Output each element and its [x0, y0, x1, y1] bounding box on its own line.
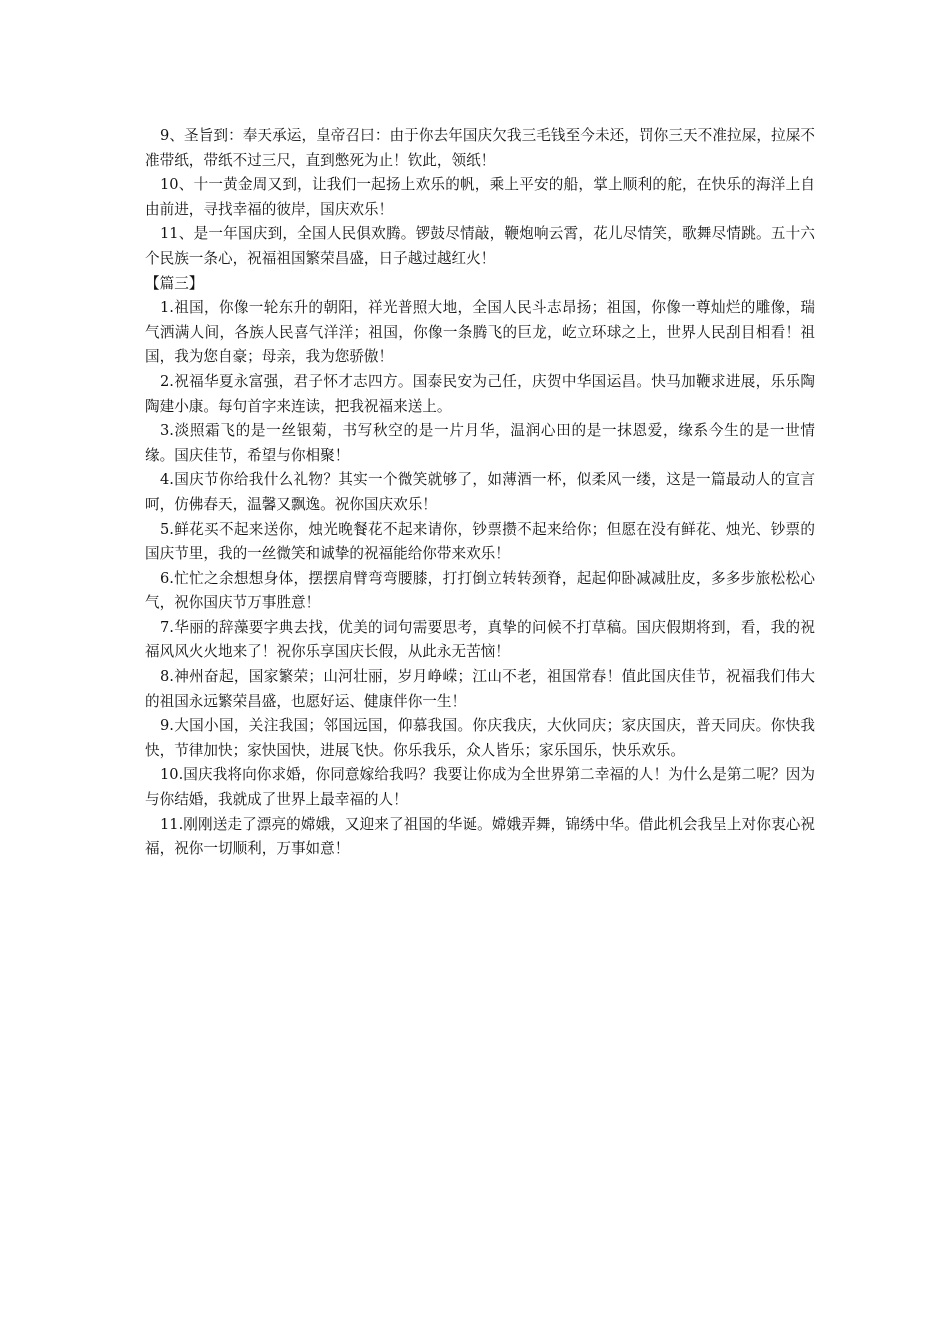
section-heading: 【篇三】 [145, 274, 204, 292]
paragraph: 9.大国小国，关注我国；邻国远国，仰慕我国。你庆我庆，大伙同庆；家庆国庆，普天同庆。你快我快，节律加快；家快国快，进展飞快。你乐我乐，众人皆乐；家乐国乐，快乐欢乐。 [145, 717, 815, 759]
paragraph: 8.神州奋起，国家繁荣；山河壮丽，岁月峥嵘；江山不老，祖国常春！值此国庆佳节，祝福我们伟大的祖国永远繁荣昌盛，也愿好运、健康伴你一生！ [145, 668, 815, 710]
paragraph: 10.国庆我将向你求婚，你同意嫁给我吗？我要让你成为全世界第二幸福的人！为什么是第二呢？因为与你结婚，我就成了世界上最幸福的人！ [145, 766, 815, 809]
paragraph: 9、圣旨到：奉天承运，皇帝召曰：由于你去年国庆欠我三毛钱至今未还，罚你三天不准拉屎，拉屎不准带纸，带纸不过三尺，直到憋死为止！钦此，领纸！ [145, 127, 815, 169]
paragraph: 7.华丽的辞藻要字典去找，优美的词句需要思考，真挚的问候不打草稿。国庆假期将到，看，我的祝福风风火火地来了！祝你乐享国庆长假，从此永无苦恼！ [145, 618, 815, 661]
document-body [145, 124, 815, 862]
paragraph: 5.鲜花买不起来送你，烛光晚餐花不起来请你，钞票攒不起来给你；但愿在没有鲜花、烛光、钞票的国庆节里，我的一丝微笑和诚挚的祝福能给你带来欢乐！ [145, 520, 815, 563]
paragraph: 1.祖国，你像一轮东升的朝阳，祥光普照大地，全国人民斗志昂扬；祖国，你像一尊灿烂的雕像，瑞气洒满人间，各族人民喜气洋洋；祖国，你像一条腾飞的巨龙，屹立环球之上，世界人民刮目相看！祖国，我为您自豪；母亲，我为您骄傲！ [145, 299, 815, 366]
paragraph: 4.国庆节你给我什么礼物？其实一个微笑就够了，如薄酒一杯，似柔风一缕，这是一篇最动人的宣言呵，仿佛春天，温馨又飘逸。祝你国庆欢乐！ [145, 471, 815, 513]
paragraph: 11、是一年国庆到，全国人民俱欢腾。锣鼓尽情敲，鞭炮响云霄，花儿尽情笑，歌舞尽情跳。五十六个民族一条心，祝福祖国繁荣昌盛，日子越过越红火！ [145, 225, 815, 267]
paragraph: 2.祝福华夏永富强，君子怀才志四方。国泰民安为己任，庆贺中华国运昌。快马加鞭求进展，乐乐陶陶建小康。每句首字来连读，把我祝福来送上。 [145, 372, 815, 415]
paragraph: 10、十一黄金周又到，让我们一起扬上欢乐的帆，乘上平安的船，掌上顺利的舵，在快乐的海洋上自由前进，寻找幸福的彼岸，国庆欢乐！ [145, 176, 815, 218]
paragraph: 6.忙忙之余想想身体，摆摆肩臂弯弯腰膝，打打倒立转转颈脊，起起仰卧减减肚皮，多多步旅松松心气，祝你国庆节万事胜意！ [145, 569, 815, 612]
paragraph: 3.淡照霜飞的是一丝银菊，书写秋空的是一片月华，温润心田的是一抹恩爱，缘系今生的是一世情缘。国庆佳节，希望与你相聚！ [145, 422, 815, 464]
paragraph: 11.刚刚送走了漂亮的嫦娥，又迎来了祖国的华诞。嫦娥弄舞，锦绣中华。借此机会我呈上对你衷心祝福，祝你一切顺利，万事如意！ [145, 815, 815, 858]
